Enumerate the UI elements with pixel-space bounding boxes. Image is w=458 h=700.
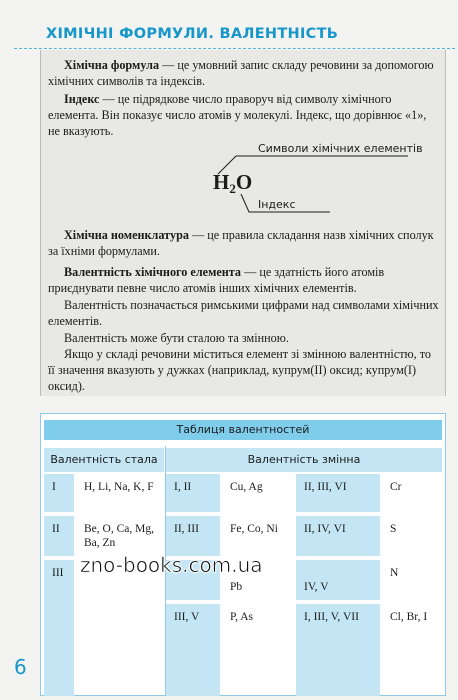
term-nomenclature: Хімічна номенклатура: [64, 228, 189, 242]
const-valence-3: III: [44, 560, 74, 696]
const-valence-2: II: [44, 516, 74, 556]
table-caption: Таблиця валентностей: [44, 420, 442, 440]
header-constant-valence: Валентність стала: [44, 448, 164, 472]
formula-index-2: 2: [229, 181, 236, 196]
paragraph-valence: [48, 264, 440, 296]
definition-valence: — це здатність його атомів приєднувати певне число атомів інших хімічних елементів.: [48, 265, 385, 295]
definition-chemical-formula: — це умовний запис складу речовини за допомогою хімічних символів та індексів.: [48, 58, 434, 88]
var-elements-a-3: Pb: [230, 581, 243, 593]
var-elements-b-3: N: [390, 567, 399, 579]
label-element-symbols: Символи хімічних елементів: [258, 142, 423, 155]
var-valence-a-2: II, III: [166, 516, 220, 556]
const-elements-2: Be, O, Ca, Mg, Ba, Zn: [84, 523, 154, 549]
var-valence-a-1: I, II: [166, 474, 220, 512]
const-valence-1: I: [44, 474, 74, 512]
var-elements-a-4: P, As: [230, 611, 254, 623]
var-elements-b-4: Cl, Br, I: [390, 611, 428, 623]
definition-index: — це підрядкове число праворуч від символу хімічного елемента. Він показує число атомів у молекулі. Індекс, що дорівнює «1», не вказують.: [48, 92, 427, 138]
watermark: zno-books.com.ua: [80, 553, 263, 577]
const-elements-1: H, Li, Na, K, F: [84, 481, 154, 493]
formula-symbol-o: O: [235, 170, 253, 194]
paragraph-variable-valence: Якщо у складі речовини міститься елемент зі змінною валентністю, то її значення вказують у дужках (наприклад, купрум(II) оксид; купрум(I) оксид).: [48, 347, 432, 393]
term-chemical-formula: Хімічна формула: [64, 58, 160, 72]
page-title: ХІМІЧНІ ФОРМУЛИ. ВАЛЕНТНІСТЬ: [46, 26, 339, 42]
paragraph-valence-kinds: Валентність може бути сталою та змінною.: [64, 331, 289, 345]
var-valence-b-1: II, III, VI: [296, 474, 380, 512]
paragraph-valence-notation: Валентність позначається римськими цифрами над символами хімічних елементів.: [48, 298, 439, 328]
header-variable-valence: Валентність змінна: [166, 448, 442, 472]
var-elements-b-2: S: [390, 523, 397, 535]
var-elements-a-1: Cu, Ag: [230, 481, 263, 493]
term-valence: Валентність хімічного елемента: [64, 265, 242, 279]
label-index: Індекс: [258, 198, 296, 211]
term-index: Індекс: [64, 92, 100, 106]
var-elements-b-1: Cr: [390, 481, 402, 493]
formula-symbol-h: H: [213, 170, 230, 194]
var-valence-b-2: II, IV, VI: [296, 516, 380, 556]
var-valence-a-4: III, V: [166, 604, 220, 696]
var-valence-b-3: IV, V: [296, 560, 380, 600]
var-elements-a-2: Fe, Co, Ni: [230, 523, 278, 535]
var-valence-b-4: I, III, V, VII: [296, 604, 380, 696]
definition-nomenclature: — це правила складання назв хімічних сполук за їхніми формулами.: [48, 228, 434, 258]
paragraph-nomenclature: [48, 227, 440, 259]
formula-h2o: [213, 170, 252, 197]
page-number: 6: [14, 655, 27, 679]
